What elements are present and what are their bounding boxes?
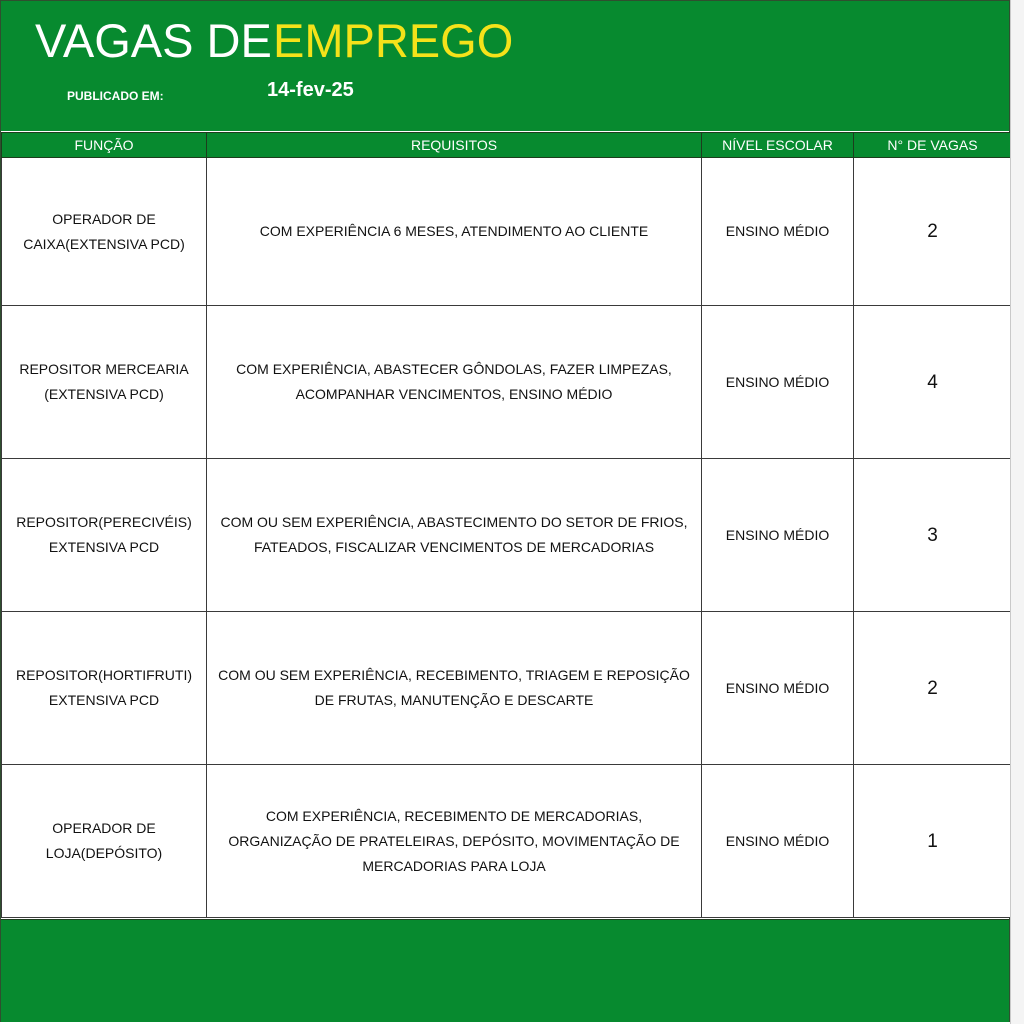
cell-nivel-escolar: ENSINO MÉDIO bbox=[702, 158, 854, 306]
cell-funcao: OPERADOR DE CAIXA(EXTENSIVA PCD) bbox=[2, 158, 207, 306]
sheet-right-margin bbox=[1010, 0, 1024, 1024]
cell-nivel-escolar: ENSINO MÉDIO bbox=[702, 765, 854, 918]
title-vagas-de: VAGAS DE bbox=[35, 14, 272, 67]
table-row bbox=[2, 612, 1012, 765]
cell-numero-vagas: 3 bbox=[854, 459, 1012, 612]
column-header-requisitos: REQUISITOS bbox=[207, 133, 702, 158]
cell-numero-vagas: 2 bbox=[854, 158, 1012, 306]
published-date: 14-fev-25 bbox=[267, 79, 354, 101]
cell-numero-vagas: 1 bbox=[854, 765, 1012, 918]
table-row bbox=[2, 459, 1012, 612]
cell-funcao: REPOSITOR MERCEARIA (EXTENSIVA PCD) bbox=[2, 306, 207, 459]
footer-banner bbox=[1, 919, 1009, 1022]
cell-nivel-escolar: ENSINO MÉDIO bbox=[702, 459, 854, 612]
header-banner bbox=[1, 1, 1009, 131]
table-row bbox=[2, 765, 1012, 918]
table-row bbox=[2, 306, 1012, 459]
column-header-funcao: FUNÇÃO bbox=[2, 133, 207, 158]
cell-numero-vagas: 2 bbox=[854, 612, 1012, 765]
cell-funcao: OPERADOR DE LOJA(DEPÓSITO) bbox=[2, 765, 207, 918]
title-emprego: EMPREGO bbox=[273, 14, 514, 67]
published-label: PUBLICADO EM: bbox=[67, 89, 164, 103]
cell-requisitos: COM EXPERIÊNCIA, RECEBIMENTO DE MERCADORIAS, ORGANIZAÇÃO DE PRATELEIRAS, DEPÓSITO, MOVIMENTAÇÃO DE MERCADORIAS PARA LOJA bbox=[207, 765, 702, 918]
cell-nivel-escolar: ENSINO MÉDIO bbox=[702, 306, 854, 459]
cell-funcao: REPOSITOR(HORTIFRUTI) EXTENSIVA PCD bbox=[2, 612, 207, 765]
cell-numero-vagas: 4 bbox=[854, 306, 1012, 459]
column-header-nivel-escolar: NÍVEL ESCOLAR bbox=[702, 133, 854, 158]
cell-nivel-escolar: ENSINO MÉDIO bbox=[702, 612, 854, 765]
table-row bbox=[2, 158, 1012, 306]
jobs-table bbox=[1, 132, 1012, 918]
cell-requisitos: COM OU SEM EXPERIÊNCIA, ABASTECIMENTO DO SETOR DE FRIOS, FATEADOS, FISCALIZAR VENCIMENTOS DE MERCADORIAS bbox=[207, 459, 702, 612]
cell-requisitos: COM EXPERIÊNCIA 6 MESES, ATENDIMENTO AO CLIENTE bbox=[207, 158, 702, 306]
cell-requisitos: COM OU SEM EXPERIÊNCIA, RECEBIMENTO, TRIAGEM E REPOSIÇÃO DE FRUTAS, MANUTENÇÃO E DESCARTE bbox=[207, 612, 702, 765]
cell-funcao: REPOSITOR(PERECIVÉIS) EXTENSIVA PCD bbox=[2, 459, 207, 612]
cell-requisitos: COM EXPERIÊNCIA, ABASTECER GÔNDOLAS, FAZER LIMPEZAS, ACOMPANHAR VENCIMENTOS, ENSINO MÉDIO bbox=[207, 306, 702, 459]
column-header-numero-vagas: N° DE VAGAS bbox=[854, 133, 1012, 158]
table-header-row bbox=[2, 133, 1012, 158]
